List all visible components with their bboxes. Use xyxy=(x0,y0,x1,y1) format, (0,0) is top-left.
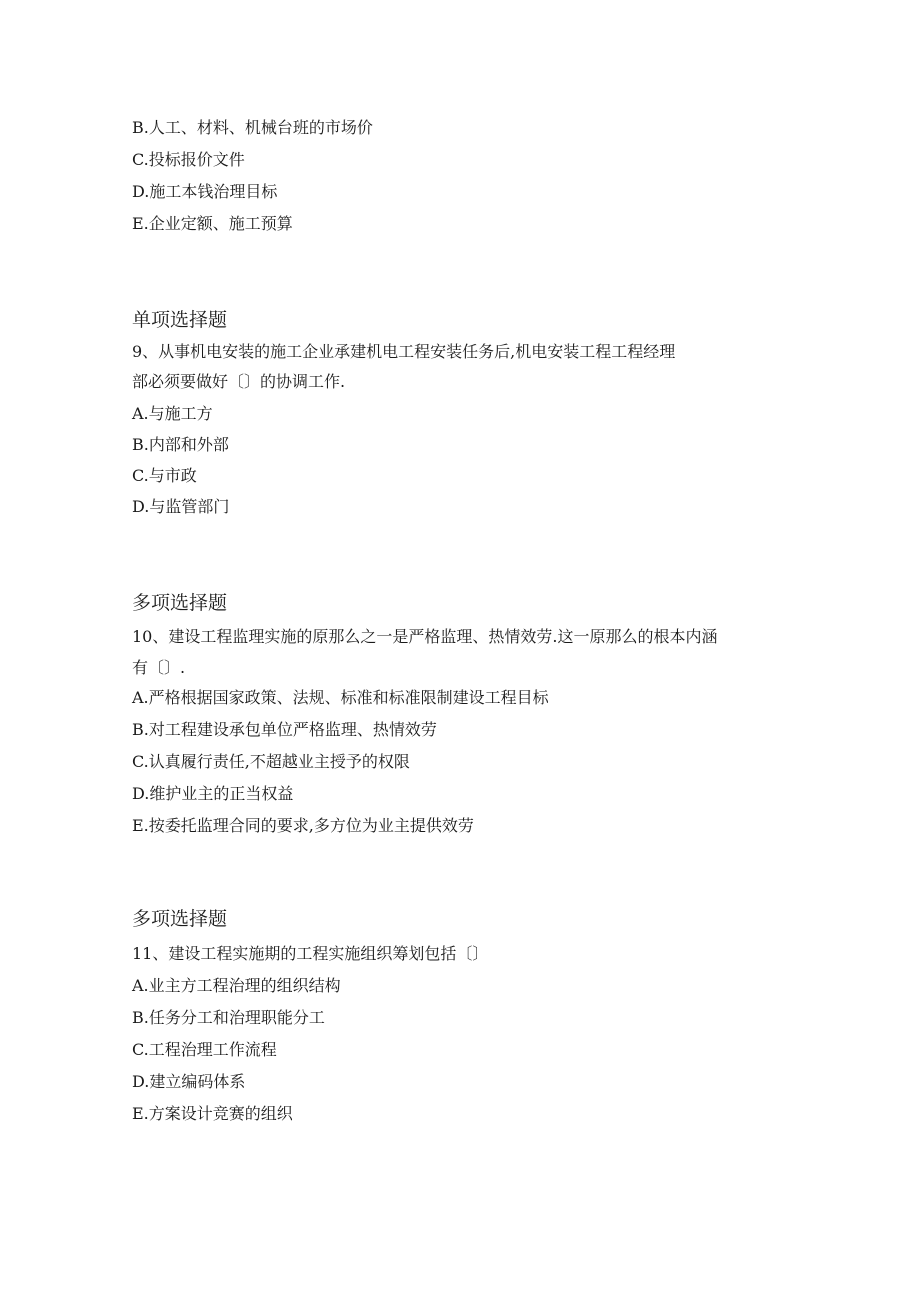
question-type-heading: 多项选择题 xyxy=(132,592,228,614)
option-e: E.方案设计竞赛的组织 xyxy=(132,1104,293,1123)
option-d: D.建立编码体系 xyxy=(132,1072,246,1091)
option-c: C.工程治理工作流程 xyxy=(132,1040,277,1059)
option-b: B.任务分工和治理职能分工 xyxy=(132,1008,325,1027)
question-stem: 9、从事机电安装的施工企业承建机电工程安装任务后,机电安装工程工程经理 xyxy=(132,342,676,361)
question-type-heading: 多项选择题 xyxy=(132,908,228,930)
option-d: D.维护业主的正当权益 xyxy=(132,784,294,803)
option-d: D.与监管部门 xyxy=(132,497,230,516)
option-b: B.内部和外部 xyxy=(132,435,229,454)
question-stem-continued: 有〔〕. xyxy=(132,658,186,677)
option-e: E.企业定额、施工预算 xyxy=(132,214,293,233)
option-c: C.与市政 xyxy=(132,466,197,485)
option-c: C.投标报价文件 xyxy=(132,150,245,169)
option-b: B.人工、材料、机械台班的市场价 xyxy=(132,118,373,137)
option-a: A.业主方工程治理的组织结构 xyxy=(132,976,341,995)
question-stem: 11、建设工程实施期的工程实施组织筹划包括〔〕 xyxy=(132,944,489,963)
option-c: C.认真履行责任,不超越业主授予的权限 xyxy=(132,752,410,771)
option-a: A.严格根据国家政策、法规、标准和标准限制建设工程目标 xyxy=(132,688,549,707)
option-a: A.与施工方 xyxy=(132,404,213,423)
question-stem-continued: 部必须要做好〔〕的协调工作. xyxy=(132,372,346,391)
option-e: E.按委托监理合同的要求,多方位为业主提供效劳 xyxy=(132,816,474,835)
option-b: B.对工程建设承包单位严格监理、热情效劳 xyxy=(132,720,437,739)
option-d: D.施工本钱治理目标 xyxy=(132,182,278,201)
question-type-heading: 单项选择题 xyxy=(132,309,228,331)
question-stem: 10、建设工程监理实施的原那么之一是严格监理、热情效劳.这一原那么的根本内涵 xyxy=(132,627,718,646)
